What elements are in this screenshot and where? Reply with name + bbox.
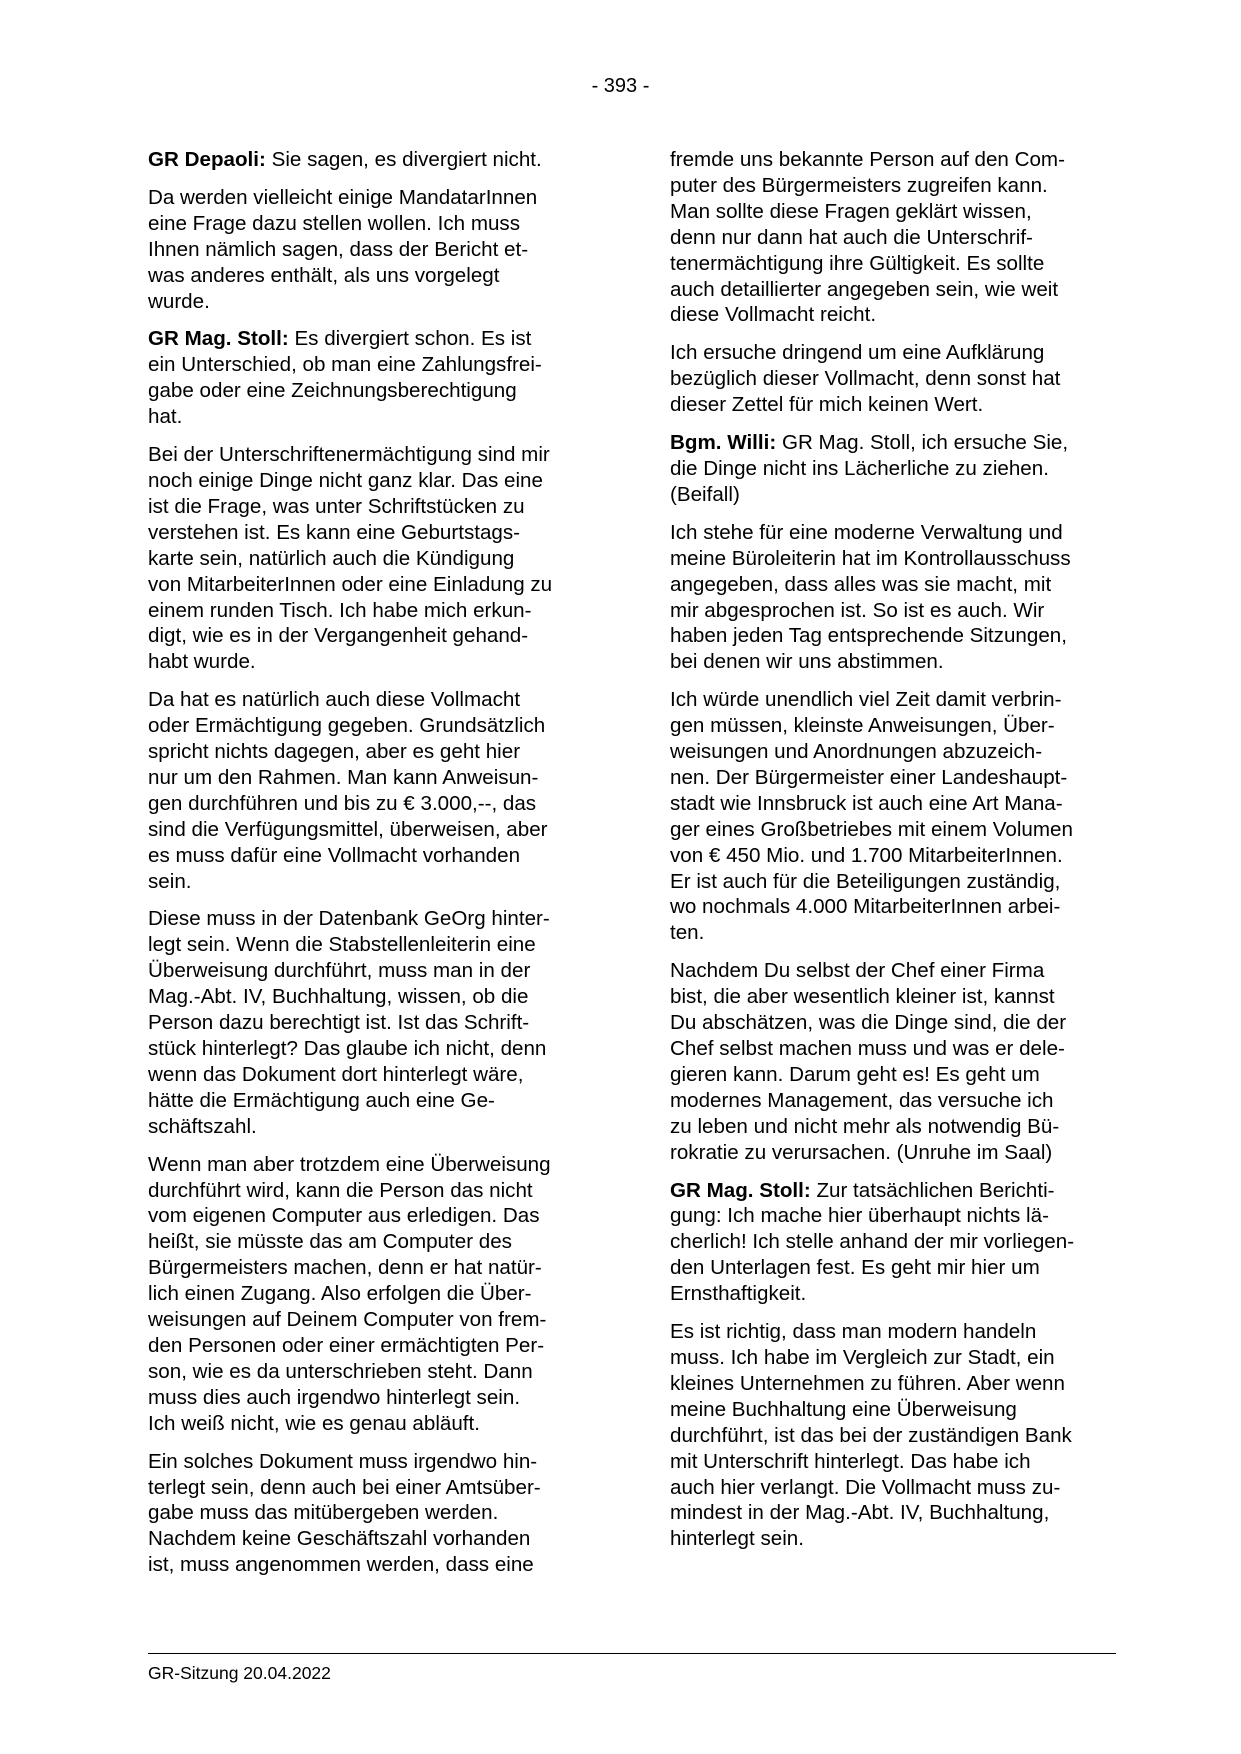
paragraph — [670, 340, 1122, 418]
paragraph-text: Es divergiert schon. Es ist ein Unterschied, ob man eine Zahlungsfrei- gabe oder eine Zeichnungsberechtigung hat. — [148, 327, 542, 429]
paragraph-text: Diese muss in der Datenbank GeOrg hinter- legt sein. Wenn die Stabstellenleiterin eine Überweisung durchführt, muss man in der Mag.-Abt. IV, Buchhaltung, wissen, ob die Person dazu berechtigt ist. Ist das Schrift- stück hinterlegt? Das glaube ich nicht, denn wenn das Dokument dort hinterlegt wäre, hätte die Ermächtigung auch eine Ge- schäftszahl. — [148, 907, 550, 1138]
paragraph — [148, 326, 600, 430]
speaker-name: GR Depaoli: — [148, 148, 266, 171]
paragraph — [670, 1319, 1122, 1552]
paragraph — [670, 1178, 1122, 1308]
paragraph-text: GR Mag. Stoll, ich ersuche Sie, die Dinge nicht ins Lächerliche zu ziehen. (Beifall) — [670, 431, 1069, 506]
paragraph — [148, 1449, 600, 1579]
paragraph-text: Ein solches Dokument muss irgendwo hin- terlegt sein, denn auch bei einer Amtsüber- gabe muss das mitübergeben werden. Nachdem keine Geschäftszahl vorhanden ist, muss angenommen werden, dass eine — [148, 1449, 541, 1577]
paragraph-text: Sie sagen, es divergiert nicht. — [265, 148, 542, 171]
footer-session-date: GR-Sitzung 20.04.2022 — [148, 1663, 331, 1683]
speaker-name: Bgm. Willi: — [670, 431, 777, 455]
paragraph — [148, 185, 600, 315]
paragraph — [670, 147, 1122, 328]
paragraph-text: Ich ersuche dringend um eine Aufklärung bezüglich dieser Vollmacht, denn sonst hat dieser Zettel für mich keinen Wert. — [670, 341, 1061, 417]
paragraph — [670, 687, 1122, 946]
paragraph-text: fremde uns bekannte Person auf den Com- puter des Bürgermeisters zugreifen kann. Man sollte diese Fragen geklärt wissen, denn nur dann hat auch die Unterschrif- tenermächtigung ihre Gültigkeit. Es sollte auch detaillierter angegeben sein, wie weit diese Vollmacht reicht. — [670, 148, 1065, 327]
paragraph-text: Es ist richtig, dass man modern handeln muss. Ich habe im Vergleich zur Stadt, ein kleines Unternehmen zu führen. Aber wenn meine Buchhaltung eine Überweisung durchführt, ist das bei der zuständigen Bank mit Unterschrift hinterlegt. Das habe ich auch hier verlangt. Die Vollmacht muss zu- mindest in der Mag.-Abt. IV, Buchhaltung, hinterlegt sein. — [670, 1320, 1072, 1551]
paragraph — [148, 442, 600, 675]
paragraph — [670, 958, 1122, 1165]
paragraph — [670, 430, 1122, 508]
page-number: - 393 - — [591, 75, 650, 97]
speaker-name: GR Mag. Stoll: — [670, 1178, 811, 1202]
paragraph-text: Ich stehe für eine moderne Verwaltung und meine Büroleiterin hat im Kontrollausschuss angegeben, dass alles was sie macht, mit mir abgesprochen ist. So ist es auch. Wir haben jeden Tag entsprechende Sitzungen, bei denen wir uns abstimmen. — [670, 520, 1071, 674]
paragraph-text: Da hat es natürlich auch diese Vollmacht oder Ermächtigung gegeben. Grundsätzlich spricht nichts dagegen, aber es geht hier nur um den Rahmen. Man kann Anweisun- gen durchführen und bis zu € 3.000,--, das sind die Verfügungsmittel, überweisen, aber es muss dafür eine Vollmacht vorhanden sein. — [148, 688, 548, 893]
left-column — [148, 147, 600, 1590]
speaker-name: GR Mag. Stoll: — [148, 327, 289, 351]
paragraph-text: Bei der Unterschriftenermächtigung sind mir noch einige Dinge nicht ganz klar. Das eine ist die Frage, was unter Schriftstücken zu verstehen ist. Es kann eine Geburtstags- karte sein, natürlich auch die Kündigung von MitarbeiterInnen oder eine Einladung zu einem runden Tisch. Ich habe mich erkun- digt, wie es in der Vergangenheit gehand- habt wurde. — [148, 443, 553, 674]
footer-divider — [148, 1653, 1116, 1654]
paragraph — [148, 1152, 600, 1437]
paragraph-text: Zur tatsächlichen Berichti- gung: Ich mache hier überhaupt nichts lä- cherlich! Ich stelle anhand der mir vorliegen- den Unterlagen fest. Es geht mir hier um Ernsthaftigkeit. — [670, 1178, 1075, 1306]
paragraph — [148, 147, 600, 173]
paragraph-text: Da werden vielleicht einige MandatarInnen eine Frage dazu stellen wollen. Ich muss Ihnen nämlich sagen, dass der Bericht et- was anderes enthält, als uns vorgelegt wurde. — [148, 185, 538, 313]
right-column — [670, 147, 1122, 1564]
paragraph — [148, 906, 600, 1139]
paragraph-text: Nachdem Du selbst der Chef einer Firma bist, die aber wesentlich kleiner ist, kannst Du abschätzen, was die Dinge sind, die der Chef selbst machen muss und was er dele- gieren kann. Darum geht es! Es geht um modernes Management, das versuche ich zu leben und nicht mehr als notwendig Bü- rokratie zu verursachen. (Unruhe im Saal) — [670, 959, 1067, 1164]
paragraph-text: Ich würde unendlich viel Zeit damit verbrin- gen müssen, kleinste Anweisungen, Über- weisungen und Anordnungen abzuzeich- nen. Der Bürgermeister einer Landeshaupt- stadt wie Innsbruck ist auch eine Art Mana- ger eines Großbetriebes mit einem Volumen von € 450 Mio. und 1.700 MitarbeiterInnen. Er ist auch für die Beteiligungen zuständig, wo nochmals 4.000 MitarbeiterInnen arbei- ten. — [670, 688, 1073, 945]
paragraph — [670, 520, 1122, 675]
paragraph-text: Wenn man aber trotzdem eine Überweisung durchführt wird, kann die Person das nicht vom eigenen Computer aus erledigen. Das heißt, sie müsste das am Computer des Bürgermeisters machen, denn er hat natür- lich einen Zugang. Also erfolgen die Über- weisungen auf Deinem Computer von frem- den Personen oder einer ermächtigten Per- son, wie es da unterschrieben steht. Dann muss dies auch irgendwo hinterlegt sein. Ich weiß nicht, wie es genau abläuft. — [148, 1152, 551, 1435]
paragraph — [148, 687, 600, 894]
